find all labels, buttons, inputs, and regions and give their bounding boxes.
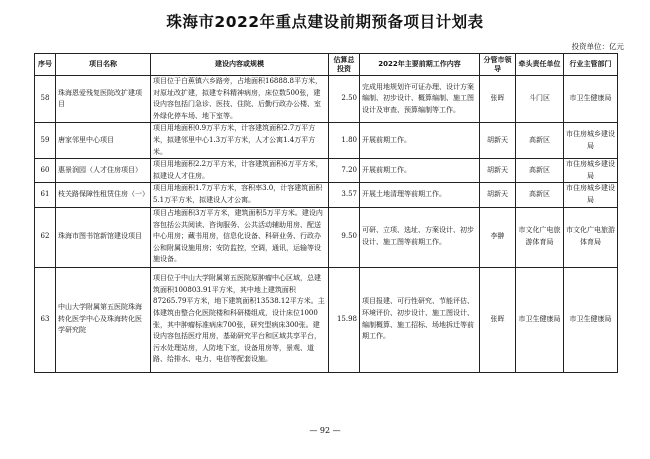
row-leader: 胡新天 xyxy=(480,183,516,207)
row-dept: 市住房城乡建设局 xyxy=(564,159,618,183)
row-invest: 1.80 xyxy=(329,123,360,159)
table-row xyxy=(35,267,618,372)
row-work: 开展前期工作。 xyxy=(360,159,480,183)
row-seq: 59 xyxy=(35,123,56,159)
table-row xyxy=(35,183,618,207)
row-unit-resp: 高新区 xyxy=(516,123,564,159)
row-seq: 60 xyxy=(35,159,56,183)
row-dept: 市住房城乡建设局 xyxy=(564,183,618,207)
row-seq: 62 xyxy=(35,207,56,267)
row-work: 完成用地规划许可证办理、设计方案编制、初步设计、概算编制、施工图设计及审查、预算编制等工作。 xyxy=(360,76,480,123)
row-name: 珠海恩爱残复医院改扩建项目 xyxy=(56,76,151,123)
row-content: 项目用地面积0.9万平方米，计容建筑面积2.7万平方米，拟建邻里中心1.3万平方米，人才公寓1.4万平方米。 xyxy=(151,123,329,159)
row-dept: 市文化广电旅游体育局 xyxy=(564,207,618,267)
row-name: 唐家邻里中心项目 xyxy=(56,123,151,159)
header-invest: 估算总投资 xyxy=(329,54,360,76)
row-unit-resp: 市卫生健康局 xyxy=(516,267,564,372)
table-row xyxy=(35,207,618,267)
row-work: 开展前期工作。 xyxy=(360,123,480,159)
row-dept: 市卫生健康局 xyxy=(564,76,618,123)
row-invest: 9.50 xyxy=(329,207,360,267)
row-work: 可研、立项、选址、方案设计、初步设计、施工图等前期工作。 xyxy=(360,207,480,267)
row-name: 惠景润园（人才住房项目） xyxy=(56,159,151,183)
row-invest: 15.98 xyxy=(329,267,360,372)
table-row xyxy=(35,76,618,123)
header-work: 2022年主要前期工作内容 xyxy=(360,54,480,76)
page-title: 珠海市2022年重点建设前期预备项目计划表 xyxy=(166,13,484,31)
row-invest: 3.57 xyxy=(329,183,360,207)
row-name: 中山大学附属第五医院珠海转化医学中心及珠海转化医学研究院 xyxy=(56,267,151,372)
header-content: 建设内容或规模 xyxy=(151,54,329,76)
page-number: — 92 — xyxy=(309,426,341,435)
row-unit-resp: 高新区 xyxy=(516,183,564,207)
row-seq: 61 xyxy=(35,183,56,207)
table-header-row xyxy=(35,54,618,76)
row-unit-resp: 斗门区 xyxy=(516,76,564,123)
row-leader: 胡新天 xyxy=(480,159,516,183)
row-content: 项目位于白蕉镇六乡路旁，占地面积16888.8平方米，对原址改扩建，拟建专科精神病房，床位数500张，建设内容包括门急诊、医技、住院、后勤行政办公楼、室外绿化停车场、地下室等。 xyxy=(151,76,329,123)
row-content: 项目位于中山大学附属第五医院原肿瘤中心区域，总建筑面积100803.91平方米，其中地上建筑面积87265.79平方米，地下建筑面积13538.12平方米。主体建筑由整合化医院楼和科研楼组成，设计床位1000张，其中肿瘤标准病床700张，研究型病床300张。建设内容包括医疗用房，基础研究平台和区域共享平台，污水处理站房，人防地下室，设备用房等，景观、道路、给排水、电力、电信等配套设施。 xyxy=(151,267,329,372)
header-name: 项目名称 xyxy=(56,54,151,76)
project-table xyxy=(34,53,618,373)
header-dept: 行业主管部门 xyxy=(564,54,618,76)
row-leader: 张晖 xyxy=(480,76,516,123)
row-leader: 张晖 xyxy=(480,267,516,372)
row-seq: 63 xyxy=(35,267,56,372)
row-content: 项目用地面积1.7万平方米，容积率3.0，计容建筑面积5.1万平方米，拟建设人才公寓。 xyxy=(151,183,329,207)
header-leader: 分管市领导 xyxy=(480,54,516,76)
row-dept: 市住房城乡建设局 xyxy=(564,123,618,159)
investment-unit-note: 投资单位：亿元 xyxy=(571,42,624,51)
row-content: 项目占地面积3万平方米，建筑面积5万平方米。建设内容包括公共阅读、咨询服务、公共活动辅助用房、配送中心用房；藏书用房，信息化设备、科研业务、行政办公和附属设施用房；安防监控，空调，通讯，运输等设施设备。 xyxy=(151,207,329,267)
header-seq: 序号 xyxy=(35,54,56,76)
table-row xyxy=(35,123,618,159)
row-invest: 2.50 xyxy=(329,76,360,123)
row-unit-resp: 市文化广电旅游体育局 xyxy=(516,207,564,267)
row-work: 开展土地清理等前期工作。 xyxy=(360,183,480,207)
row-seq: 58 xyxy=(35,76,56,123)
row-leader: 胡新天 xyxy=(480,123,516,159)
row-name: 珠海市图书馆新馆建设项目 xyxy=(56,207,151,267)
row-content: 项目用地面积2.2万平方米，计容建筑面积6万平方米，拟建设人才住房。 xyxy=(151,159,329,183)
row-leader: 李翀 xyxy=(480,207,516,267)
row-work: 项目报建、可行性研究、节能评估、环境评价、初步设计、施工图设计、编制概算、施工招标、场地拆迁等前期工作。 xyxy=(360,267,480,372)
row-name: 枝关路保障性租赁住房（一） xyxy=(56,183,151,207)
table-row xyxy=(35,159,618,183)
row-dept: 市卫生健康局 xyxy=(564,267,618,372)
row-invest: 7.20 xyxy=(329,159,360,183)
row-unit-resp: 高新区 xyxy=(516,159,564,183)
header-unit-resp: 牵头责任单位 xyxy=(516,54,564,76)
